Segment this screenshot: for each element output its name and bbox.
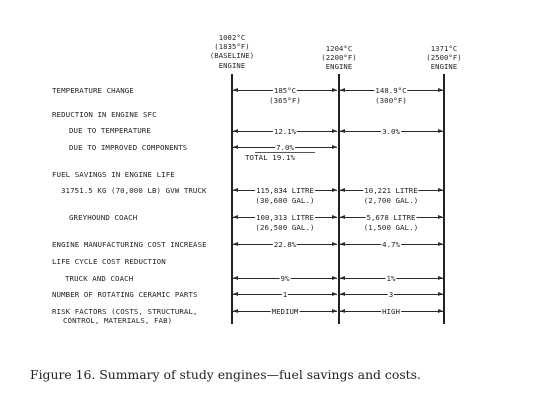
row-temperature-change: TEMPERATURE CHANGE: [52, 86, 134, 95]
value-parts-a: 1: [282, 290, 288, 299]
value-mfg-a: 22.8%: [273, 240, 297, 249]
baseline-engine-line: [231, 74, 233, 324]
value-coach-a-gal: (26,500 GAL.): [255, 223, 315, 232]
value-total: TOTAL 19.1%: [245, 153, 296, 162]
row-life-cycle-cost: LIFE CYCLE COST REDUCTION: [52, 257, 166, 266]
value-lcc-b: 1%: [386, 274, 396, 283]
value-risk-b: HIGH: [382, 307, 400, 316]
row-due-to-temperature: DUE TO TEMPERATURE: [69, 126, 151, 135]
value-truck-a-gal: (30,600 GAL.): [255, 196, 315, 205]
row-truck: 31751.5 KG (70,000 LB) GVW TRUCK: [61, 186, 207, 195]
row-truck-and-coach: TRUCK AND COACH: [65, 274, 134, 283]
row-fuel-savings: FUEL SAVINGS IN ENGINE LIFE: [52, 170, 175, 179]
row-ceramic-parts: NUMBER OF ROTATING CERAMIC PARTS: [52, 290, 198, 299]
value-coach-a: 100,313 LITRE: [256, 213, 314, 222]
value-coach-b-gal: (1,500 GAL.): [363, 223, 419, 232]
row-coach: GREYHOUND COACH: [69, 213, 138, 222]
engine-1204-header: 1204°C (2200°F) ENGINE: [321, 44, 357, 72]
value-risk-a: MEDIUM: [271, 307, 299, 316]
baseline-engine-header: 1002°C (1835°F) (BASELINE) ENGINE: [209, 33, 255, 70]
value-due-temp-a: 12.1%: [273, 127, 297, 136]
value-truck-a: 115,834 LITRE: [256, 186, 314, 195]
value-coach-b: 5,678 LITRE: [366, 213, 416, 222]
figure-caption: Figure 16. Summary of study engines—fuel savings and costs.: [30, 367, 421, 382]
engine-1371-line: [443, 74, 445, 324]
value-temp-b: 148.9°C: [375, 86, 407, 95]
value-temp-a-f: (365°F): [269, 96, 301, 105]
value-temp-a: 185°C: [273, 86, 297, 95]
value-truck-b-gal: (2,700 GAL.): [363, 196, 419, 205]
engine-1371-header: 1371°C (2500°F) ENGINE: [426, 44, 462, 72]
value-mfg-b: 4.7%: [382, 240, 400, 249]
row-manufacturing-cost: ENGINE MANUFACTURING COST INCREASE: [52, 240, 207, 249]
value-parts-b: 3: [388, 290, 394, 299]
value-due-comp-a: 7.0%: [276, 143, 294, 152]
value-temp-b-f: (300°F): [375, 96, 407, 105]
engine-1204-line: [338, 74, 340, 324]
row-sfc-reduction: REDUCTION IN ENGINE SFC: [52, 110, 157, 119]
value-due-temp-b: 3.0%: [382, 127, 400, 136]
row-due-to-components: DUE TO IMPROVED COMPONENTS: [69, 143, 188, 152]
row-risk-factors-cont: CONTROL, MATERIALS, FAB): [63, 316, 173, 325]
row-risk-factors: RISK FACTORS (COSTS, STRUCTURAL,: [52, 307, 198, 316]
value-lcc-a: 9%: [280, 274, 290, 283]
value-truck-b: 10,221 LITRE: [364, 186, 418, 195]
